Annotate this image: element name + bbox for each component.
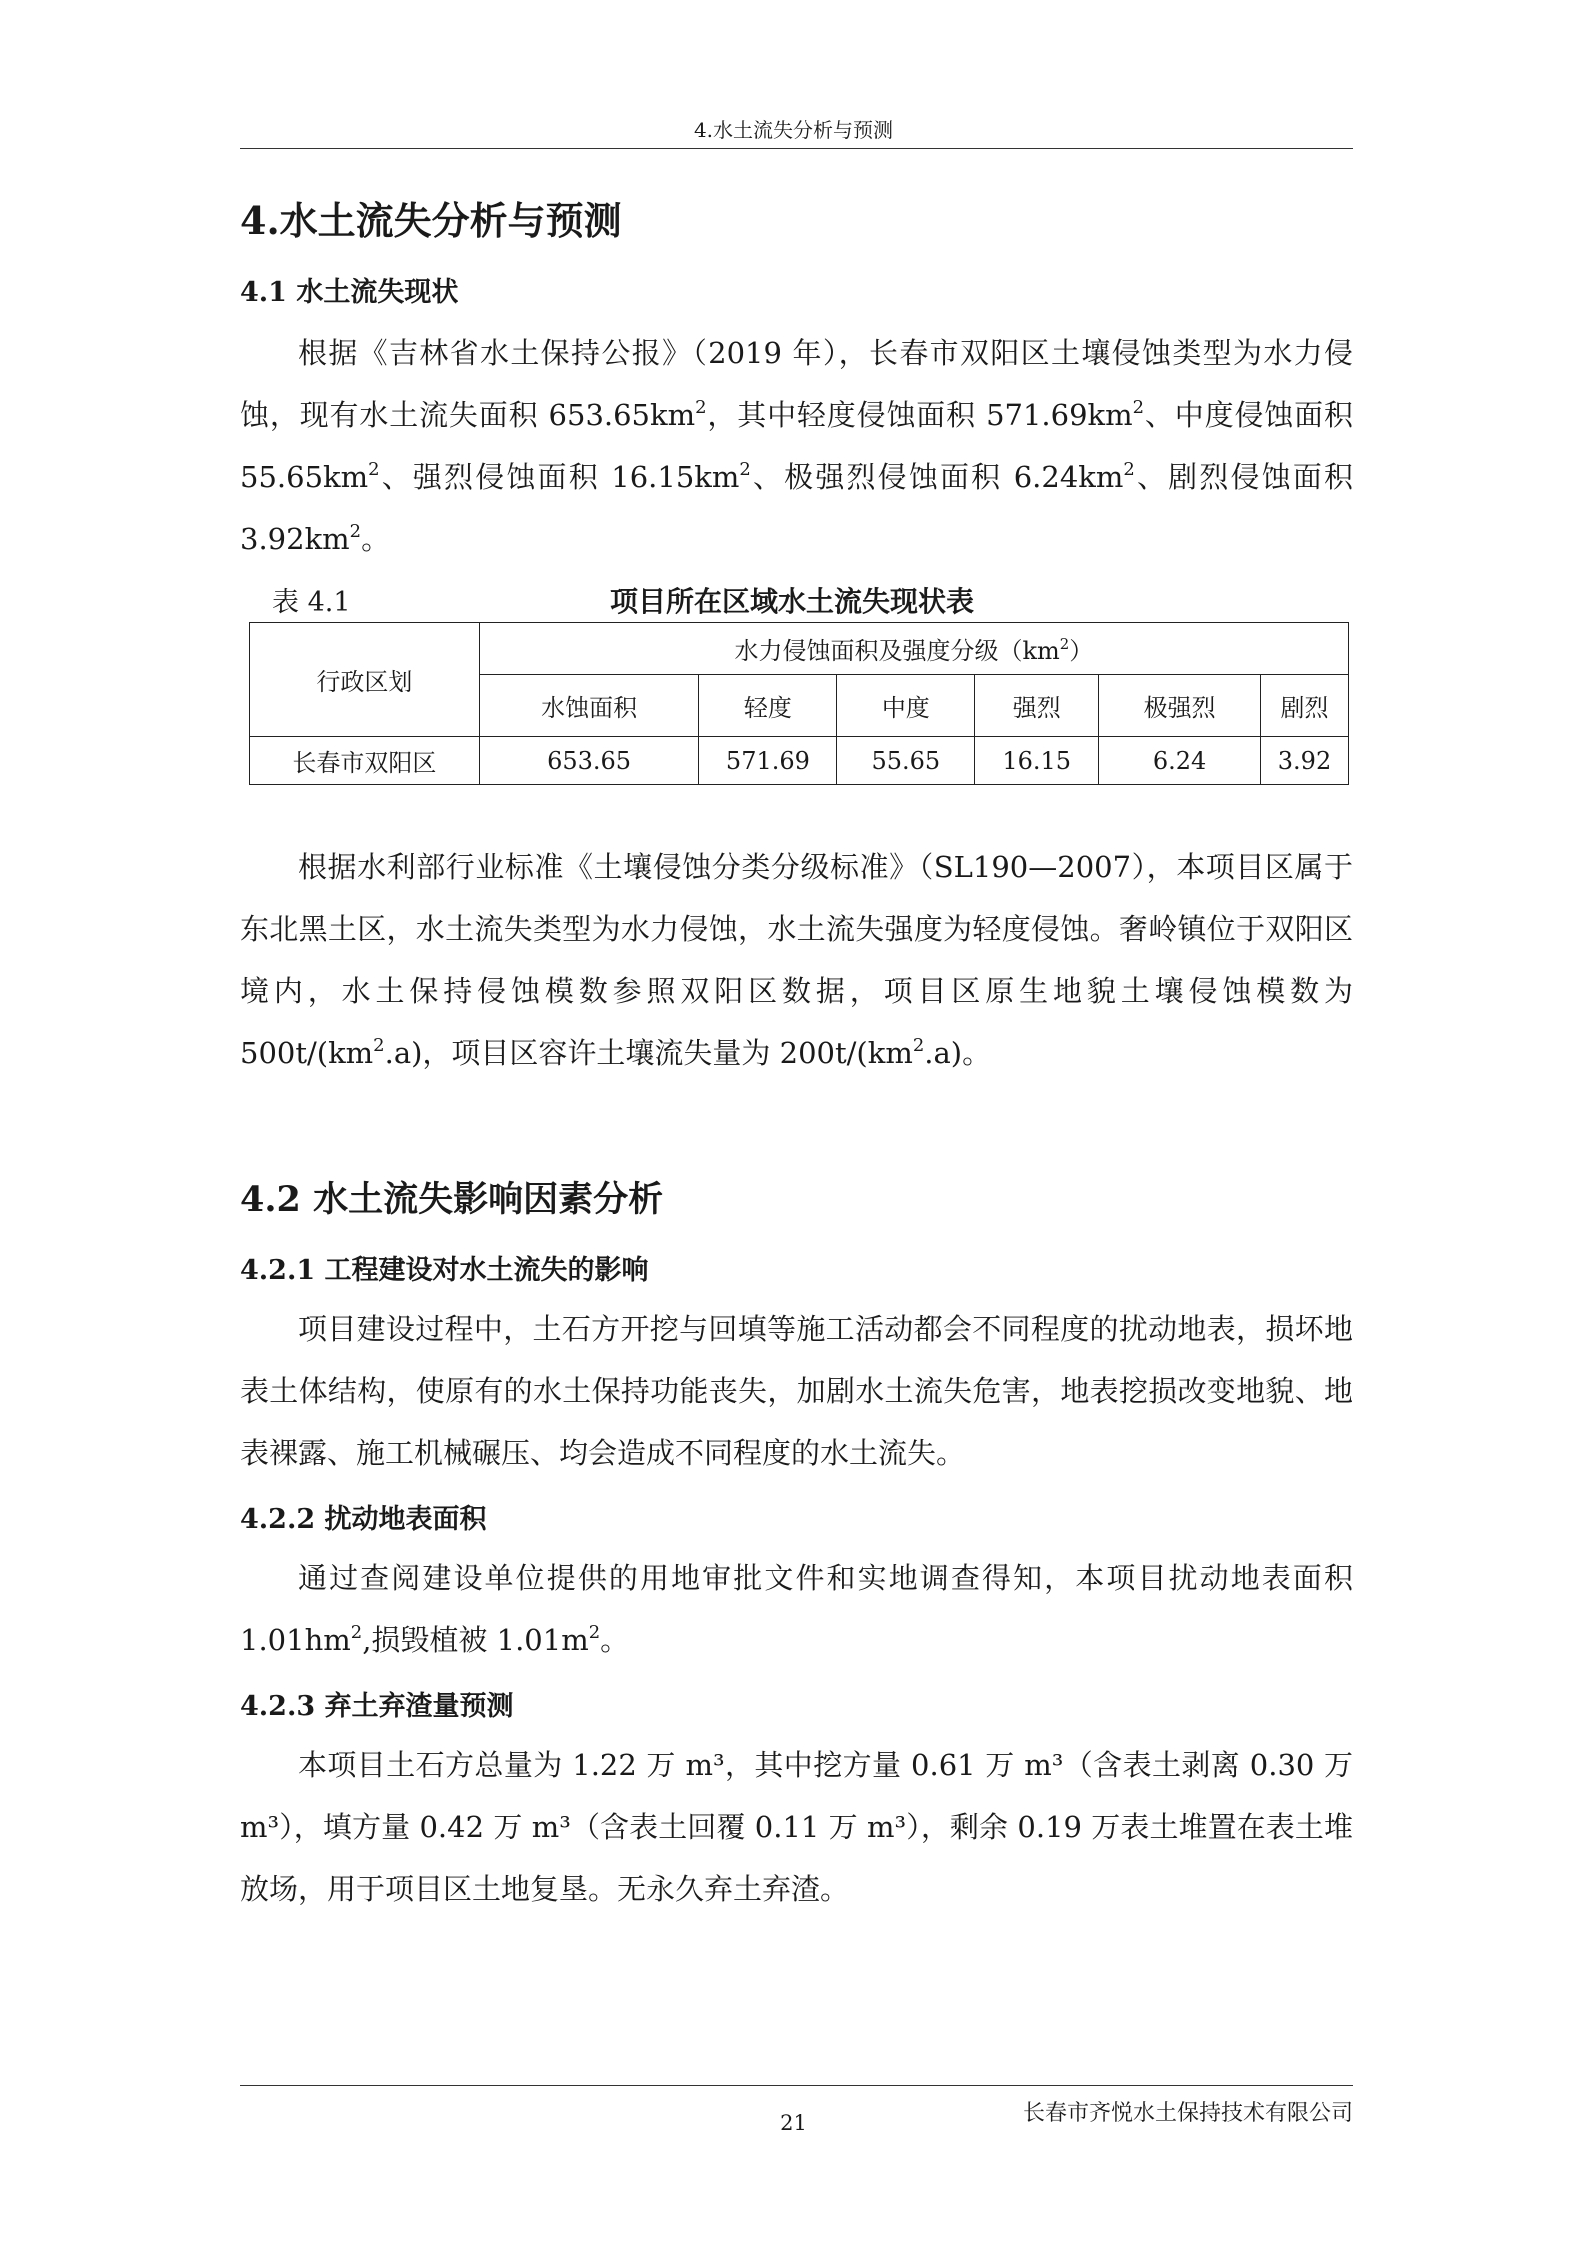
value-cell: 55.65 (837, 737, 975, 785)
text-run: 。 (600, 1623, 630, 1657)
paragraph-erosion-standard (240, 836, 1353, 1084)
value-cell: 3.92 (1261, 737, 1349, 785)
text-run: 根据《吉林省水土保持公报》（2019 年），长春市双阳区土壤侵蚀类型为水力侵蚀，现有水土流失面积 653.65km (240, 336, 1353, 432)
column-header: 剧烈 (1261, 675, 1349, 737)
subsection-4-2-2-title: 4.2.2 扰动地表面积 (240, 1504, 487, 1535)
text-run: 根据水利部行业标准《土壤侵蚀分类分级标准》（SL190—2007），本项目区属于东北黑土区，水土流失类型为水力侵蚀，水土流失强度为轻度侵蚀。奢岭镇位于双阳区境内，水土保持侵蚀模数参照双阳区数据，项目区原生地貌土壤侵蚀模数为 500t/(km (240, 850, 1353, 1070)
superscript: 2 (695, 396, 707, 418)
superscript: 2 (739, 458, 751, 480)
text-run: 通过查阅建设单位提供的用地审批文件和实地调查得知，本项目扰动地表面积 1.01hm (240, 1561, 1353, 1657)
superscript: 2 (373, 1034, 385, 1056)
column-header: 轻度 (699, 675, 837, 737)
superscript: 2 (349, 520, 362, 542)
superscript: 2 (1123, 458, 1135, 480)
footer-divider (240, 2085, 1353, 2086)
page-number: 21 (780, 2111, 807, 2135)
subsection-4-2-3-title: 4.2.3 弃土弃渣量预测 (240, 1691, 514, 1722)
text-run: ，其中轻度侵蚀面积 571.69km (706, 398, 1133, 432)
superscript: 2 (588, 1621, 601, 1643)
column-header: 极强烈 (1099, 675, 1261, 737)
text-run: .a)。 (924, 1036, 992, 1070)
table-number: 表 4.1 (272, 587, 351, 618)
header-divider (240, 148, 1353, 149)
superscript: 2 (912, 1034, 925, 1056)
row-header-cell: 行政区划 (250, 623, 480, 737)
value-cell: 571.69 (699, 737, 837, 785)
text-run: 、剧烈侵蚀面积 3.92km (240, 460, 1353, 556)
text-run: 、中度侵蚀面积 55.65km (240, 398, 1353, 494)
text-run: ） (1069, 637, 1094, 665)
value-cell: 653.65 (479, 737, 699, 785)
column-header: 水蚀面积 (479, 675, 699, 737)
value-cell: 6.24 (1099, 737, 1261, 785)
paragraph-4-2-2 (240, 1547, 1353, 1671)
paragraph-4-2-1: 项目建设过程中，土石方开挖与回填等施工活动都会不同程度的扰动地表，损坏地表土体结构，使原有的水土保持功能丧失，加剧水土流失危害，地表挖损改变地貌、地表裸露、施工机械碾压、均会造成不同程度的水土流失。 (240, 1312, 1353, 1470)
subsection-4-2-1-title: 4.2.1 工程建设对水土流失的影响 (240, 1255, 649, 1286)
subsection-4-2-title: 4.2 水土流失影响因素分析 (240, 1179, 664, 1220)
running-header: 4.水土流失分析与预测 (693, 118, 894, 142)
paragraph-4-1 (240, 322, 1353, 570)
column-header: 强烈 (975, 675, 1099, 737)
table-title: 项目所在区域水土流失现状表 (610, 585, 975, 618)
table-row (250, 737, 1349, 785)
text-run: 、强烈侵蚀面积 16.15km (379, 460, 740, 494)
superscript: 2 (350, 1621, 363, 1643)
soil-erosion-table (249, 622, 1349, 785)
footer-company: 长春市齐悦水土保持技术有限公司 (1022, 2101, 1353, 2126)
text-run: .a)，项目区容许土壤流失量为 200t/(km (384, 1036, 913, 1070)
text-run: 、极强烈侵蚀面积 6.24km (750, 460, 1124, 494)
superscript: 2 (368, 458, 380, 480)
text-run: ,损毁植被 1.01m (362, 1623, 589, 1657)
group-header-cell (479, 623, 1348, 675)
value-cell: 16.15 (975, 737, 1099, 785)
superscript: 2 (1059, 634, 1070, 653)
paragraph-4-2-3: 本项目土石方总量为 1.22 万 m³，其中挖方量 0.61 万 m³（含表土剥离 0.30 万 m³），填方量 0.42 万 m³（含表土回覆 0.11 万 m³），剩余 0.19 万表土堆置在表土堆放场，用于项目区土地复垦。无永久弃土弃渣。 (240, 1748, 1353, 1906)
text-run: 。 (361, 522, 391, 556)
subsection-4-1-title: 4.1 水土流失现状 (240, 277, 459, 308)
superscript: 2 (1132, 396, 1145, 418)
section-title: 4.水土流失分析与预测 (240, 198, 622, 243)
text-run: 水力侵蚀面积及强度分级（km (734, 637, 1060, 665)
region-cell: 长春市双阳区 (250, 737, 480, 785)
column-header: 中度 (837, 675, 975, 737)
